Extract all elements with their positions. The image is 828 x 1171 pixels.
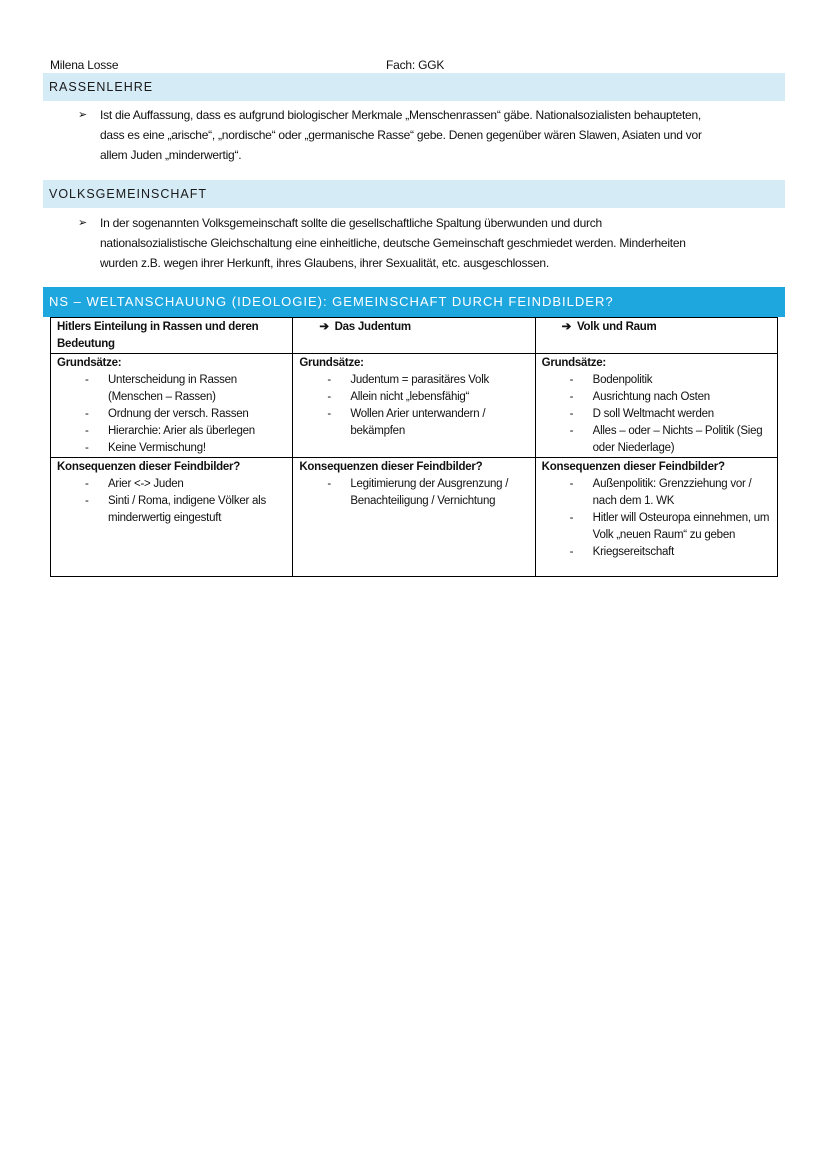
cell-label: Konsequenzen dieser Feindbilder? xyxy=(299,461,483,473)
list-item: - D soll Weltmacht werden xyxy=(542,406,771,423)
cell-label: Grundsätze: xyxy=(299,357,364,369)
list-item: - Arier <-> Juden xyxy=(57,476,286,493)
table-cell xyxy=(535,458,777,577)
section-header-rassenlehre xyxy=(43,73,785,101)
cell-label: Konsequenzen dieser Feindbilder? xyxy=(541,461,725,473)
author-name: Milena Losse xyxy=(50,58,119,72)
section-title: RASSENLEHRE xyxy=(49,80,154,94)
list-item: - Wollen Arier unterwandern / bekämpfen xyxy=(299,406,528,440)
section-title: NS – WELTANSCHAUUNG (IDEOLOGIE): GEMEINSCHAFT DURCH FEINDBILDER? xyxy=(49,294,614,309)
list-item: - Hierarchie: Arier als überlegen xyxy=(57,423,286,440)
column-heading xyxy=(293,318,535,354)
list-item: - Unterscheidung in Rassen (Menschen – Rassen) xyxy=(57,372,286,406)
text-line: Ist die Auffassung, dass es aufgrund biologischer Merkmale „Menschenrassen“ gäbe. Nationalsozialisten behaupteten, xyxy=(100,108,701,122)
section-header-ideology xyxy=(43,287,785,317)
cell-label: Grundsätze: xyxy=(57,357,122,369)
table-cell xyxy=(535,354,777,458)
text-line: In der sogenannten Volksgemeinschaft sollte die gesellschaftliche Spaltung überwunden und durch xyxy=(100,216,602,230)
list-item: - Bodenpolitik xyxy=(542,372,771,389)
table-row-principles xyxy=(51,354,778,458)
table-cell xyxy=(51,354,293,458)
table-cell xyxy=(293,458,535,577)
section-title: VOLKSGEMEINSCHAFT xyxy=(49,187,207,201)
list-item: - Ordnung der versch. Rassen xyxy=(57,406,286,423)
text-line: dass es eine „arische“, „nordische“ oder „germanische Rasse“ gebe. Denen gegenüber wären Slawen, Asiaten und vor xyxy=(100,127,702,142)
list-item: - Keine Vermischung! xyxy=(57,440,286,457)
list-item: - Außenpolitik: Grenzziehung vor / nach dem 1. WK xyxy=(542,476,771,510)
text-line: allem Juden „minderwertig“. xyxy=(100,147,242,162)
subject-label: Fach: GGK xyxy=(386,58,445,72)
cell-label: Konsequenzen dieser Feindbilder? xyxy=(57,461,241,473)
column-heading xyxy=(535,318,777,354)
section-header-volksgemeinschaft xyxy=(43,180,785,208)
column-heading-text: Volk und Raum xyxy=(576,321,657,333)
column-heading-text: Das Judentum xyxy=(334,321,411,333)
table-header-row xyxy=(51,318,778,354)
list-item: - Judentum = parasitäres Volk xyxy=(299,372,528,389)
cell-label: Grundsätze: xyxy=(541,357,606,369)
section-body-volksgemeinschaft xyxy=(78,214,788,273)
list-item: - Allein nicht „lebensfähig“ xyxy=(299,389,528,406)
column-heading: Hitlers Einteilung in Rassen und deren Bedeutung xyxy=(51,318,293,354)
text-line: wurden z.B. wegen ihrer Herkunft, ihres Glaubens, ihrer Sexualität, etc. ausgeschlossen. xyxy=(100,255,549,270)
table-cell xyxy=(51,458,293,577)
bullet-arrow-icon: ➢ xyxy=(78,217,87,229)
text-line: nationalsozialistische Gleichschaltung eine einheitliche, deutsche Gemeinschaft geschmiedet werden. Minderheiten xyxy=(100,235,686,250)
arrow-right-icon: ➔ xyxy=(319,321,329,333)
ideology-table xyxy=(50,317,778,577)
list-item: - Kriegsereitschaft xyxy=(542,544,771,561)
list-item: - Legitimierung der Ausgrenzung / Benachteiligung / Vernichtung xyxy=(299,476,528,510)
list-item: - Ausrichtung nach Osten xyxy=(542,389,771,406)
list-item: - Sinti / Roma, indigene Völker als minderwertig eingestuft xyxy=(57,493,286,527)
bullet-arrow-icon: ➢ xyxy=(78,109,87,121)
table-cell xyxy=(293,354,535,458)
list-item: - Alles – oder – Nichts – Politik (Sieg oder Niederlage) xyxy=(542,423,771,457)
arrow-right-icon: ➔ xyxy=(561,321,572,333)
table-row-consequences xyxy=(51,458,778,577)
section-body-rassenlehre xyxy=(78,106,788,165)
list-item: - Hitler will Osteuropa einnehmen, um Volk „neuen Raum“ zu geben xyxy=(542,510,771,544)
